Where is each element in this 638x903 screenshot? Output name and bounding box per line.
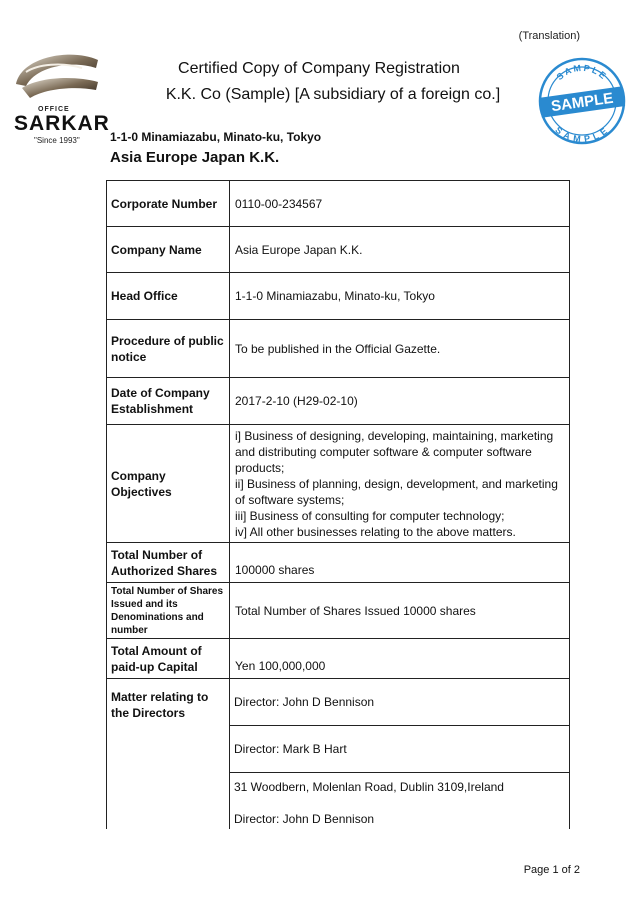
sample-stamp — [537, 56, 627, 146]
table-row — [107, 583, 570, 639]
authorized-shares-label: Total Number of Authorized Shares — [107, 543, 230, 583]
table-row — [107, 679, 570, 830]
capital-value: Yen 100,000,000 — [230, 639, 570, 679]
document-title: Certified Copy of Company Registration — [178, 60, 460, 77]
table-row — [107, 181, 570, 227]
head-office-label: Head Office — [107, 273, 230, 320]
corporate-number-label: Corporate Number — [107, 181, 230, 227]
company-name-label: Company Name — [107, 227, 230, 273]
capital-label: Total Amount of paid-up Capital — [107, 639, 230, 679]
stamp-bottom-text: SAMPLE — [553, 124, 611, 145]
directors-label: Matter relating to the Directors — [107, 679, 230, 830]
objective-item: i] Business of designing, developing, maintaining, marketing and distributing computer software & computer software products; — [235, 428, 554, 475]
issued-shares-value: Total Number of Shares Issued 10000 shares — [230, 583, 570, 639]
company-address-heading: 1-1-0 Minamiazabu, Minato-ku, Tokyo — [110, 130, 322, 144]
objectives-value — [230, 425, 570, 543]
directors-value — [230, 679, 570, 830]
corporate-number-value: 0110-00-234567 — [230, 181, 570, 227]
logo-since-text: "Since 1993" — [34, 136, 80, 145]
registration-table — [106, 180, 564, 829]
logo-name-text: SARKAR — [14, 112, 110, 135]
table-row — [107, 378, 570, 425]
director-entry: Director: John D Bennison — [230, 679, 569, 726]
translation-note: (Translation) — [518, 30, 580, 42]
stamp-center-text: SAMPLE — [550, 89, 615, 116]
page-number: Page 1 of 2 — [523, 864, 580, 876]
table-row — [107, 425, 570, 543]
company-name-value: Asia Europe Japan K.K. — [230, 227, 570, 273]
director-address: 31 Woodbern, Molenlan Road, Dublin 3109,Ireland — [234, 780, 504, 794]
objective-item: iii] Business of consulting for computer technology; — [235, 508, 505, 523]
public-notice-label: Procedure of public notice — [107, 320, 230, 378]
director-entry: Director: John D Bennison — [234, 812, 375, 826]
logo-office-text: OFFICE — [38, 106, 70, 113]
company-name-heading: Asia Europe Japan K.K. — [110, 149, 280, 166]
establishment-label: Date of Company Establishment — [107, 378, 230, 425]
establishment-value: 2017-2-10 (H29-02-10) — [230, 378, 570, 425]
table-row — [107, 273, 570, 320]
objective-item: iv] All other businesses relating to the above matters. — [235, 524, 516, 539]
head-office-value: 1-1-0 Minamiazabu, Minato-ku, Tokyo — [230, 273, 570, 320]
stamp-top-text: SAMPLE — [554, 62, 610, 83]
issued-shares-label: Total Number of Shares Issued and its Denominations and number — [107, 583, 230, 639]
public-notice-value: To be published in the Official Gazette. — [230, 320, 570, 378]
authorized-shares-value: 100000 shares — [230, 543, 570, 583]
objective-item: ii] Business of planning, design, development, and marketing of software systems; — [235, 476, 558, 507]
table-row — [107, 639, 570, 679]
document-subtitle: K.K. Co (Sample) [A subsidiary of a foreign co.] — [165, 86, 501, 103]
table-row — [107, 227, 570, 273]
objectives-label: Company Objectives — [107, 425, 230, 543]
director-entry: Director: Mark B Hart — [230, 726, 569, 773]
table-row — [107, 320, 570, 378]
table-row — [107, 543, 570, 583]
